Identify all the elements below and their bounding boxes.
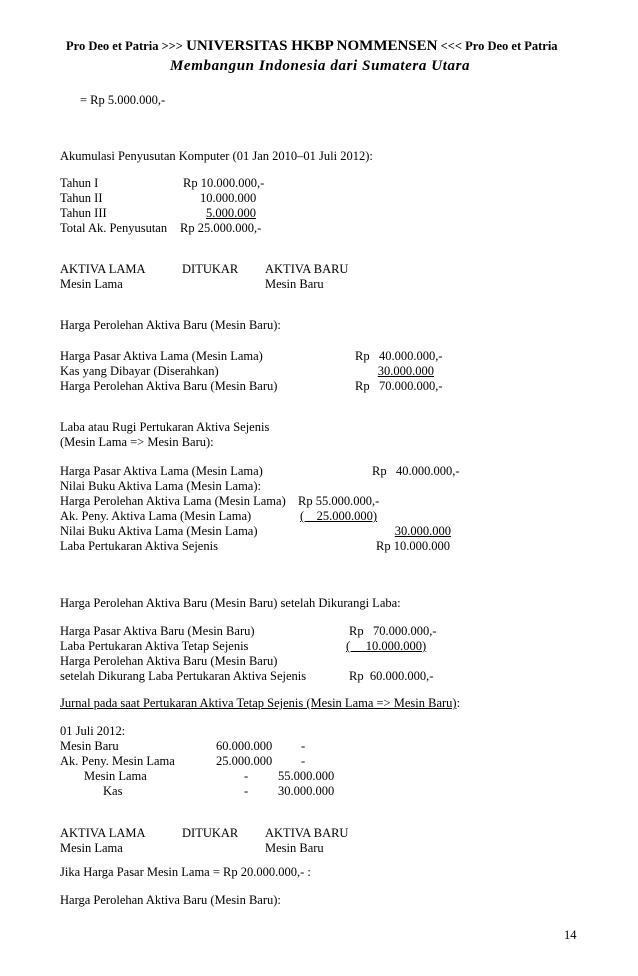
- exchange1-col1-val: Mesin Lama: [60, 277, 123, 291]
- akumulasi-label-total: Total Ak. Penyusutan: [60, 221, 168, 235]
- harga-perolehan-title: Harga Perolehan Aktiva Baru (Mesin Baru):: [60, 318, 281, 332]
- jurnal-debit-3: -: [244, 769, 249, 783]
- jurnal-account-2: Ak. Peny. Mesin Lama: [60, 754, 175, 768]
- sl-label-3: Harga Perolehan Aktiva Baru (Mesin Baru): [60, 654, 278, 668]
- jurnal-title: [60, 696, 460, 711]
- lr-label-2: Nilai Buku Aktiva Lama (Mesin Lama):: [60, 479, 261, 493]
- exchange2-col1-head: AKTIVA LAMA: [60, 826, 146, 840]
- akumulasi-value-2: 10.000.000: [200, 191, 257, 205]
- laba-rugi-title-1: Laba atau Rugi Pertukaran Aktiva Sejenis: [60, 420, 270, 434]
- jurnal-debit-1: 60.000.000: [216, 739, 273, 753]
- akumulasi-label-3: Tahun III: [60, 206, 107, 220]
- laba-rugi-title-2: (Mesin Lama => Mesin Baru):: [60, 435, 214, 449]
- akumulasi-value-3: 5.000.000: [206, 206, 256, 220]
- exchange2-col1-val: Mesin Lama: [60, 841, 123, 855]
- page-header-line1: [66, 38, 558, 55]
- jurnal-debit-2: 25.000.000: [216, 754, 273, 768]
- jurnal-credit-2: -: [301, 754, 306, 768]
- university-name: UNIVERSITAS HKBP NOMMENSEN: [186, 38, 438, 54]
- sl-label-1: Harga Pasar Aktiva Baru (Mesin Baru): [60, 624, 255, 638]
- harga-perolehan2-title: Harga Perolehan Aktiva Baru (Mesin Baru):: [60, 893, 281, 907]
- lr-label-3: Harga Perolehan Aktiva Lama (Mesin Lama): [60, 494, 286, 508]
- exchange1-col3-val: Mesin Baru: [265, 277, 324, 291]
- sl-label-2: Laba Pertukaran Aktiva Tetap Sejenis: [60, 639, 249, 653]
- setelah-laba-title: Harga Perolehan Aktiva Baru (Mesin Baru) setelah Dikurangi Laba:: [60, 596, 401, 610]
- hp-label-2: Kas yang Dibayar (Diserahkan): [60, 364, 219, 378]
- lr-value-6: Rp 10.000.000: [376, 539, 450, 553]
- akumulasi-label-2: Tahun II: [60, 191, 103, 205]
- hp-value-1: Rp 40.000.000,-: [355, 349, 443, 363]
- exchange2-col3-val: Mesin Baru: [265, 841, 324, 855]
- page-header-motto: Membangun Indonesia dari Sumatera Utara: [170, 58, 471, 74]
- hp-value-2: 30.000.000: [377, 364, 434, 378]
- header-left: Pro Deo et Patria >>>: [66, 39, 187, 53]
- lr-label-6: Laba Pertukaran Aktiva Sejenis: [60, 539, 218, 553]
- exchange1-col2-head: DITUKAR: [182, 262, 239, 276]
- jurnal-credit-1: -: [301, 739, 306, 753]
- jurnal-account-4: Kas: [103, 784, 123, 798]
- page-number: 14: [564, 928, 577, 942]
- jurnal-credit-4: 30.000.000: [278, 784, 335, 798]
- jurnal-date: 01 Juli 2012:: [60, 724, 126, 738]
- sl-value-2: ( 10.000.000): [346, 639, 427, 653]
- jurnal-title-text: Jurnal pada saat Pertukaran Aktiva Tetap Sejenis (Mesin Lama => Mesin Baru): [60, 696, 457, 710]
- hp-label-3: Harga Perolehan Aktiva Baru (Mesin Baru): [60, 379, 278, 393]
- exchange2-col2-head: DITUKAR: [182, 826, 239, 840]
- lr-label-4: Ak. Peny. Aktiva Lama (Mesin Lama): [60, 509, 252, 523]
- sl-value-1: Rp 70.000.000,-: [349, 624, 437, 638]
- lr-value-4: ( 25.000.000): [300, 509, 378, 523]
- header-right: <<< Pro Deo et Patria: [437, 39, 558, 53]
- lr-label-5: Nilai Buku Aktiva Lama (Mesin Lama): [60, 524, 258, 538]
- jurnal-account-3: Mesin Lama: [84, 769, 147, 783]
- akumulasi-title: Akumulasi Penyusutan Komputer (01 Jan 2010–01 Juli 2012):: [60, 149, 373, 163]
- exchange2-col3-head: AKTIVA BARU: [265, 826, 349, 840]
- jurnal-account-1: Mesin Baru: [60, 739, 119, 753]
- lr-value-1: Rp 40.000.000,-: [372, 464, 460, 478]
- exchange1-col3-head: AKTIVA BARU: [265, 262, 349, 276]
- lr-value-5: 30.000.000: [394, 524, 451, 538]
- hp-label-1: Harga Pasar Aktiva Lama (Mesin Lama): [60, 349, 263, 363]
- jurnal-credit-3: 55.000.000: [278, 769, 335, 783]
- hp-value-3: Rp 70.000.000,-: [355, 379, 443, 393]
- jurnal-title-suffix: :: [456, 696, 461, 710]
- lr-label-1: Harga Pasar Aktiva Lama (Mesin Lama): [60, 464, 263, 478]
- akumulasi-value-total: Rp 25.000.000,-: [180, 221, 262, 235]
- akumulasi-value-1: Rp 10.000.000,-: [183, 176, 265, 190]
- sl-label-4: setelah Dikurang Laba Pertukaran Aktiva Sejenis: [60, 669, 307, 683]
- exchange1-col1-head: AKTIVA LAMA: [60, 262, 146, 276]
- lr-value-3: Rp 55.000.000,-: [298, 494, 380, 508]
- top-result: = Rp 5.000.000,-: [80, 93, 166, 107]
- sl-value-4: Rp 60.000.000,-: [349, 669, 434, 683]
- akumulasi-label-1: Tahun I: [60, 176, 99, 190]
- jurnal-debit-4: -: [244, 784, 249, 798]
- jika-statement: Jika Harga Pasar Mesin Lama = Rp 20.000.000,- :: [60, 865, 311, 879]
